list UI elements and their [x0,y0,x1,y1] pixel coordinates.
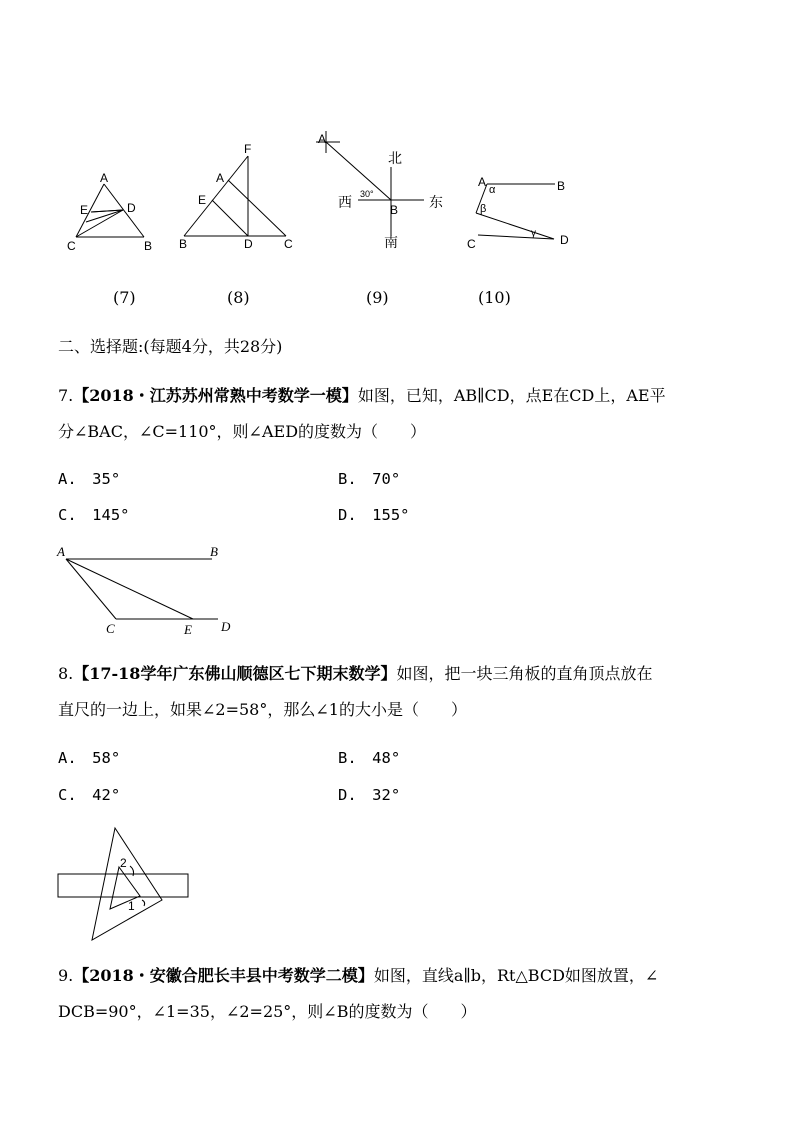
q8-fig-label-2: 2 [120,856,127,870]
q8-option-a: A. 58° [58,749,121,767]
fig8-label-A: A [216,171,225,185]
fig7-label-B: B [144,239,153,253]
q7-fig-label-A: A [57,544,65,559]
fig9-caption: (9) [366,288,389,307]
q7-fig-label-D: D [221,619,231,634]
section-title: 二、选择题:(每题4分，共28分) [58,337,283,356]
question-8-line1 [58,664,652,684]
fig8-caption: (8) [227,288,250,307]
q7-fig-label-E: E [184,622,192,637]
q7-fig-label-C: C [106,621,115,636]
fig9-label-east: 东 [429,194,443,210]
fig8-label-C: C [284,237,293,251]
figure-8 [176,140,301,255]
fig10-label-B: B [557,179,566,193]
question-9-source: 【2018・安徽合肥长丰县中考数学二模】 [73,966,374,985]
question-9-line1 [58,966,658,986]
question-7-figure [52,540,252,640]
fig8-label-D: D [244,237,253,251]
question-9-text: 如图，直线a∥b，Rt△BCD如图放置，∠ [373,966,659,985]
question-7-text: 如图，已知，AB∥CD，点E在CD上，AE平 [357,386,666,405]
fig7-caption: (7) [113,288,136,307]
question-7-number: 7. [58,386,74,405]
figure-9 [312,125,452,255]
q7-option-a: A. 35° [58,470,121,488]
question-7-source: 【2018・江苏苏州常熟中考数学一模】 [73,386,358,405]
fig10-label-alpha: α [489,184,496,196]
q7-option-b: B. 70° [338,470,401,488]
fig7-label-C: C [67,239,76,253]
fig10-label-gamma: γ [531,228,536,239]
question-8-text: 如图，把一块三角板的直角顶点放在 [396,664,653,683]
fig7-label-E: E [80,203,89,217]
question-8-source: 【17-18学年广东佛山顺德区七下期末数学】 [73,664,397,683]
question-9-line2: DCB=90°，∠1=35，∠2=25°，则∠B的度数为（ ） [58,1002,477,1021]
question-8-figure [52,822,202,947]
q7-option-c: C. 145° [58,506,130,524]
fig7-label-A: A [100,171,109,185]
fig8-label-B: B [179,237,188,251]
fig10-label-A: A [478,175,487,189]
question-7-line2: 分∠BAC，∠C=110°，则∠AED的度数为（ ） [58,422,427,441]
fig10-caption: (10) [478,288,511,307]
fig10-label-C: C [467,237,476,251]
fig9-label-angle: 30° [360,189,374,199]
fig10-label-D: D [560,233,569,247]
fig9-label-B: B [390,203,399,217]
fig9-label-south: 南 [384,234,398,250]
fig7-label-D: D [127,201,136,215]
fig10-label-beta: β [480,203,487,215]
fig9-label-west: 西 [338,194,352,210]
q8-option-b: B. 48° [338,749,401,767]
question-9-number: 9. [58,966,74,985]
q7-fig-label-B: B [210,544,218,559]
q8-option-c: C. 42° [58,786,121,804]
figure-7 [60,170,170,260]
fig8-label-F: F [244,142,252,156]
q7-option-d: D. 155° [338,506,410,524]
q8-fig-label-1: 1 [128,899,135,913]
fig8-label-E: E [198,193,207,207]
fig9-label-north: 北 [388,150,402,166]
question-7-line1 [58,386,666,406]
figure-10 [465,172,580,257]
question-8-number: 8. [58,664,74,683]
question-8-line2: 直尺的一边上，如果∠2=58°，那么∠1的大小是（ ） [58,700,467,719]
q8-option-d: D. 32° [338,786,401,804]
fig9-label-A: A [318,132,327,146]
